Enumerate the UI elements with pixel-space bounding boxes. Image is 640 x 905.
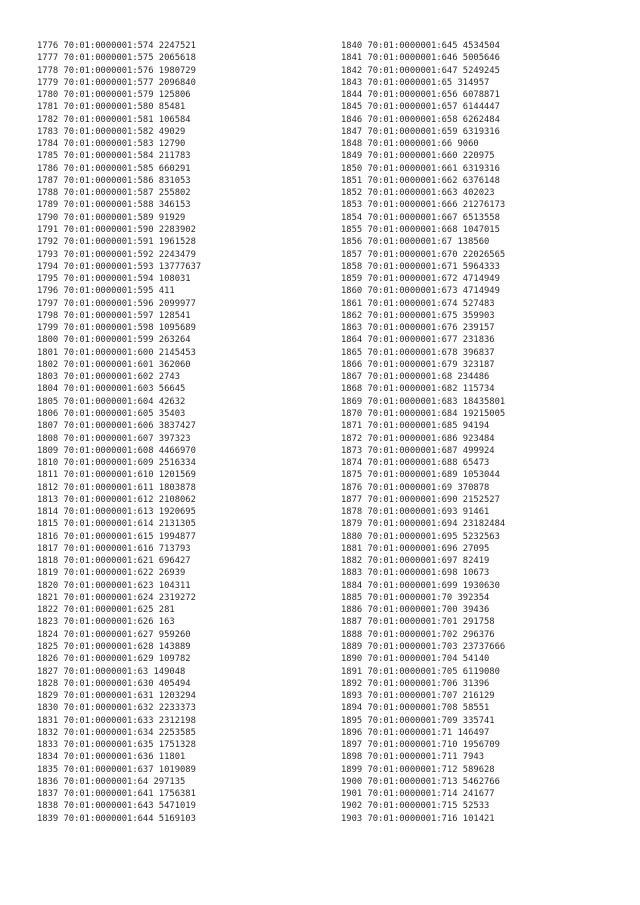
list-item: 1857 70:01:0000001:670 22026565 — [341, 249, 506, 260]
list-item: 1826 70:01:0000001:629 109782 — [37, 654, 191, 665]
list-item: 1865 70:01:0000001:678 396837 — [341, 347, 495, 358]
list-item: 1779 70:01:0000001:577 2096840 — [37, 77, 196, 88]
list-item: 1807 70:01:0000001:606 3837427 — [37, 421, 196, 432]
list-item: 1846 70:01:0000001:658 6262484 — [341, 114, 500, 125]
list-item: 1777 70:01:0000001:575 2065618 — [37, 53, 196, 64]
list-item: 1781 70:01:0000001:580 85481 — [37, 102, 186, 113]
list-item: 1883 70:01:0000001:698 10673 — [341, 568, 490, 579]
list-item: 1790 70:01:0000001:589 91929 — [37, 212, 186, 223]
list-item: 1808 70:01:0000001:607 397323 — [37, 433, 191, 444]
list-item: 1851 70:01:0000001:662 6376148 — [341, 175, 500, 186]
list-item: 1780 70:01:0000001:579 125806 — [37, 90, 191, 101]
list-item: 1803 70:01:0000001:602 2743 — [37, 372, 180, 383]
list-item: 1793 70:01:0000001:592 2243479 — [37, 249, 196, 260]
list-item: 1802 70:01:0000001:601 362060 — [37, 359, 191, 370]
list-item: 1837 70:01:0000001:641 1756381 — [37, 789, 196, 800]
list-item: 1789 70:01:0000001:588 346153 — [37, 200, 191, 211]
list-item: 1864 70:01:0000001:677 231836 — [341, 335, 495, 346]
list-item: 1886 70:01:0000001:700 39436 — [341, 605, 490, 616]
list-item: 1874 70:01:0000001:688 65473 — [341, 458, 490, 469]
list-item: 1831 70:01:0000001:633 2312198 — [37, 715, 196, 726]
list-item: 1848 70:01:0000001:66 9060 — [341, 139, 479, 150]
list-item: 1787 70:01:0000001:586 831053 — [37, 175, 191, 186]
list-item: 1835 70:01:0000001:637 1019089 — [37, 764, 196, 775]
list-item: 1840 70:01:0000001:645 4534504 — [341, 41, 500, 51]
list-item: 1800 70:01:0000001:599 263264 — [37, 335, 191, 346]
list-item: 1815 70:01:0000001:614 2131305 — [37, 519, 196, 530]
list-item: 1821 70:01:0000001:624 2319272 — [37, 592, 196, 603]
right-column — [341, 40, 505, 825]
list-item: 1884 70:01:0000001:699 1930630 — [341, 580, 500, 591]
list-item: 1899 70:01:0000001:712 589628 — [341, 764, 495, 775]
list-item: 1894 70:01:0000001:708 58551 — [341, 703, 490, 714]
list-item: 1902 70:01:0000001:715 52533 — [341, 801, 490, 812]
list-item: 1833 70:01:0000001:635 1751328 — [37, 740, 196, 751]
list-item: 1817 70:01:0000001:616 713793 — [37, 543, 191, 554]
list-item: 1805 70:01:0000001:604 42632 — [37, 396, 186, 407]
list-item: 1850 70:01:0000001:661 6319316 — [341, 163, 500, 174]
list-item: 1889 70:01:0000001:703 23737666 — [341, 642, 506, 653]
list-item: 1843 70:01:0000001:65 314957 — [341, 77, 490, 88]
list-item: 1813 70:01:0000001:612 2108062 — [37, 494, 196, 505]
list-item: 1812 70:01:0000001:611 1803878 — [37, 482, 196, 493]
list-item: 1871 70:01:0000001:685 94194 — [341, 421, 490, 432]
list-item: 1784 70:01:0000001:583 12790 — [37, 139, 186, 150]
list-item: 1868 70:01:0000001:682 115734 — [341, 384, 495, 395]
list-item: 1869 70:01:0000001:683 18435801 — [341, 396, 506, 407]
list-item: 1867 70:01:0000001:68 234486 — [341, 372, 490, 383]
list-item: 1842 70:01:0000001:647 5249245 — [341, 65, 500, 76]
list-item: 1796 70:01:0000001:595 411 — [37, 286, 175, 297]
list-item: 1786 70:01:0000001:585 660291 — [37, 163, 191, 174]
list-item: 1900 70:01:0000001:713 5462766 — [341, 776, 500, 787]
list-item: 1816 70:01:0000001:615 1994877 — [37, 531, 196, 542]
list-item: 1844 70:01:0000001:656 6078871 — [341, 90, 500, 101]
list-item: 1828 70:01:0000001:630 405494 — [37, 678, 191, 689]
list-item: 1873 70:01:0000001:687 499924 — [341, 445, 495, 456]
list-item: 1866 70:01:0000001:679 323187 — [341, 359, 495, 370]
list-item: 1792 70:01:0000001:591 1961528 — [37, 237, 196, 248]
list-item: 1881 70:01:0000001:696 27095 — [341, 543, 490, 554]
list-item: 1849 70:01:0000001:660 220975 — [341, 151, 495, 162]
list-item: 1819 70:01:0000001:622 26939 — [37, 568, 186, 579]
list-item: 1887 70:01:0000001:701 291758 — [341, 617, 495, 628]
list-item: 1799 70:01:0000001:598 1095689 — [37, 323, 196, 334]
list-item: 1852 70:01:0000001:663 402023 — [341, 188, 495, 199]
list-item: 1818 70:01:0000001:621 696427 — [37, 556, 191, 567]
list-item: 1875 70:01:0000001:689 1053044 — [341, 470, 500, 481]
list-item: 1853 70:01:0000001:666 21276173 — [341, 200, 506, 211]
list-item: 1810 70:01:0000001:609 2516334 — [37, 458, 196, 469]
list-item: 1896 70:01:0000001:71 146497 — [341, 727, 490, 738]
list-item: 1862 70:01:0000001:675 359903 — [341, 310, 495, 321]
list-item: 1791 70:01:0000001:590 2283902 — [37, 224, 196, 235]
list-item: 1839 70:01:0000001:644 5169103 — [37, 813, 196, 824]
list-item: 1827 70:01:0000001:63 149048 — [37, 666, 186, 677]
list-item: 1854 70:01:0000001:667 6513558 — [341, 212, 500, 223]
list-item: 1804 70:01:0000001:603 56645 — [37, 384, 186, 395]
list-item: 1778 70:01:0000001:576 1980729 — [37, 65, 196, 76]
list-item: 1859 70:01:0000001:672 4714949 — [341, 274, 500, 285]
list-item: 1834 70:01:0000001:636 11801 — [37, 752, 186, 763]
list-item: 1898 70:01:0000001:711 7943 — [341, 752, 484, 763]
list-item: 1877 70:01:0000001:690 2152527 — [341, 494, 500, 505]
list-item: 1860 70:01:0000001:673 4714949 — [341, 286, 500, 297]
list-item: 1891 70:01:0000001:705 6119080 — [341, 666, 500, 677]
list-item: 1782 70:01:0000001:581 106584 — [37, 114, 191, 125]
list-item: 1838 70:01:0000001:643 5471019 — [37, 801, 196, 812]
list-item: 1811 70:01:0000001:610 1201569 — [37, 470, 196, 481]
list-item: 1861 70:01:0000001:674 527483 — [341, 298, 495, 309]
list-item: 1795 70:01:0000001:594 108031 — [37, 274, 191, 285]
list-item: 1783 70:01:0000001:582 49029 — [37, 126, 186, 137]
left-column — [37, 40, 201, 825]
list-item: 1785 70:01:0000001:584 211783 — [37, 151, 191, 162]
list-item: 1878 70:01:0000001:693 91461 — [341, 507, 490, 518]
list-item: 1890 70:01:0000001:704 54140 — [341, 654, 490, 665]
list-item: 1882 70:01:0000001:697 82419 — [341, 556, 490, 567]
list-item: 1897 70:01:0000001:710 1956709 — [341, 740, 500, 751]
list-item: 1822 70:01:0000001:625 281 — [37, 605, 175, 616]
list-item: 1870 70:01:0000001:684 19215005 — [341, 408, 506, 419]
list-item: 1829 70:01:0000001:631 1203294 — [37, 691, 196, 702]
list-item: 1823 70:01:0000001:626 163 — [37, 617, 175, 628]
list-item: 1801 70:01:0000001:600 2145453 — [37, 347, 196, 358]
list-item: 1858 70:01:0000001:671 5964333 — [341, 261, 500, 272]
list-item: 1832 70:01:0000001:634 2253585 — [37, 727, 196, 738]
list-item: 1901 70:01:0000001:714 241677 — [341, 789, 495, 800]
list-item: 1888 70:01:0000001:702 296376 — [341, 629, 495, 640]
list-item: 1845 70:01:0000001:657 6144447 — [341, 102, 500, 113]
list-item: 1809 70:01:0000001:608 4466970 — [37, 445, 196, 456]
list-item: 1879 70:01:0000001:694 23182484 — [341, 519, 506, 530]
list-item: 1893 70:01:0000001:707 216129 — [341, 691, 495, 702]
list-item: 1798 70:01:0000001:597 128541 — [37, 310, 191, 321]
list-item: 1824 70:01:0000001:627 959260 — [37, 629, 191, 640]
list-item: 1836 70:01:0000001:64 297135 — [37, 776, 186, 787]
list-item: 1776 70:01:0000001:574 2247521 — [37, 41, 196, 51]
list-item: 1855 70:01:0000001:668 1047015 — [341, 224, 500, 235]
list-item: 1814 70:01:0000001:613 1920695 — [37, 507, 196, 518]
list-item: 1794 70:01:0000001:593 13777637 — [37, 261, 202, 272]
list-item: 1830 70:01:0000001:632 2233373 — [37, 703, 196, 714]
list-item: 1903 70:01:0000001:716 101421 — [341, 813, 495, 824]
list-item: 1885 70:01:0000001:70 392354 — [341, 592, 490, 603]
list-item: 1797 70:01:0000001:596 2099977 — [37, 298, 196, 309]
list-item: 1876 70:01:0000001:69 370878 — [341, 482, 490, 493]
list-item: 1820 70:01:0000001:623 104311 — [37, 580, 191, 591]
list-item: 1788 70:01:0000001:587 255802 — [37, 188, 191, 199]
list-item: 1856 70:01:0000001:67 138560 — [341, 237, 490, 248]
list-item: 1895 70:01:0000001:709 335741 — [341, 715, 495, 726]
list-item: 1825 70:01:0000001:628 143889 — [37, 642, 191, 653]
list-item: 1863 70:01:0000001:676 239157 — [341, 323, 495, 334]
list-item: 1892 70:01:0000001:706 31396 — [341, 678, 490, 689]
list-item: 1806 70:01:0000001:605 35403 — [37, 408, 186, 419]
list-item: 1841 70:01:0000001:646 5005646 — [341, 53, 500, 64]
list-item: 1880 70:01:0000001:695 5232563 — [341, 531, 500, 542]
list-item: 1847 70:01:0000001:659 6319316 — [341, 126, 500, 137]
list-item: 1872 70:01:0000001:686 923484 — [341, 433, 495, 444]
